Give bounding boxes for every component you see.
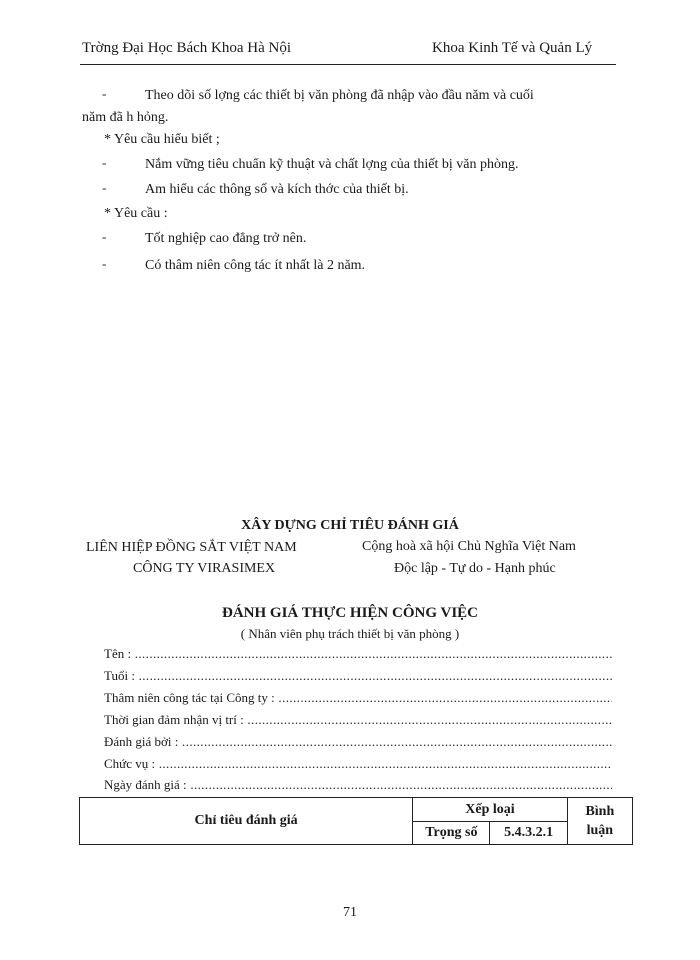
comment-header-line2: luận: [586, 823, 614, 838]
field-position[interactable]: Chức vụ : .....: [104, 756, 612, 772]
list-item-continuation: năm đã h hỏng.: [82, 110, 169, 125]
company-name: CÔNG TY VIRASIMEX: [133, 561, 276, 576]
bullet-marker: -: [102, 229, 107, 244]
field-time-in-position[interactable]: Thời gian đảm nhận vị trí : .....: [104, 712, 612, 728]
section-heading-knowledge: * Yêu cầu hiểu biết ;: [104, 132, 220, 147]
comment-header-line1: Bình: [585, 804, 615, 819]
criteria-header: Chỉ tiêu đánh giá: [80, 798, 413, 845]
comment-header: [567, 798, 632, 845]
bullet-marker: -: [102, 155, 107, 170]
list-item: Am hiểu các thông số và kích thớc của thiết bị.: [145, 182, 409, 197]
header-school: Trờng Đại Học Bách Khoa Hà Nội: [82, 40, 292, 56]
form-subtitle: ( Nhân viên phụ trách thiết bị văn phòng ): [240, 626, 460, 641]
evaluation-table: [79, 797, 633, 845]
field-age[interactable]: Tuổi : .....: [104, 668, 612, 684]
list-item: Nắm vững tiêu chuẩn kỹ thuật và chất lợng của thiết bị văn phòng.: [145, 157, 519, 172]
bullet-marker: -: [102, 86, 107, 101]
header-faculty: Khoa Kinh Tế và Quản Lý: [432, 40, 593, 56]
form-heading: XÂY DỰNG CHỈ TIÊU ĐÁNH GIÁ: [241, 518, 459, 533]
list-item: Tốt nghiệp cao đẳng trở nên.: [145, 231, 307, 246]
rating-header: Xếp loại: [413, 798, 568, 822]
field-seniority[interactable]: Thâm niên công tác tại Công ty : .....: [104, 690, 612, 706]
field-evaluated-by[interactable]: Đánh giá bởi : .....: [104, 734, 612, 750]
scale-header: 5.4.3.2.1: [490, 822, 567, 845]
bullet-marker: -: [102, 180, 107, 195]
section-heading-requirements: * Yêu cầu :: [104, 206, 168, 221]
field-name[interactable]: Tên : .....: [104, 646, 612, 662]
header-rule: [80, 64, 616, 65]
bullet-marker: -: [102, 256, 107, 271]
national-motto: Cộng hoà xã hội Chủ Nghĩa Việt Nam: [362, 539, 576, 554]
field-evaluation-date[interactable]: Ngày đánh giá : .....: [104, 777, 612, 793]
form-title: ĐÁNH GIÁ THỰC HIỆN CÔNG VIỆC: [221, 605, 478, 621]
list-item: Có thâm niên công tác ít nhất là 2 năm.: [145, 258, 366, 273]
national-slogan: Độc lập - Tự do - Hạnh phúc: [394, 561, 556, 576]
list-item: Theo dõi số lợng các thiết bị văn phòng đã nhập vào đầu năm và cuối: [145, 88, 534, 103]
org-name: LIÊN HIỆP ĐỒNG SẮT VIỆT NAM: [86, 540, 297, 555]
weight-header: Trọng số: [413, 822, 490, 845]
page-number: 71: [343, 905, 357, 920]
